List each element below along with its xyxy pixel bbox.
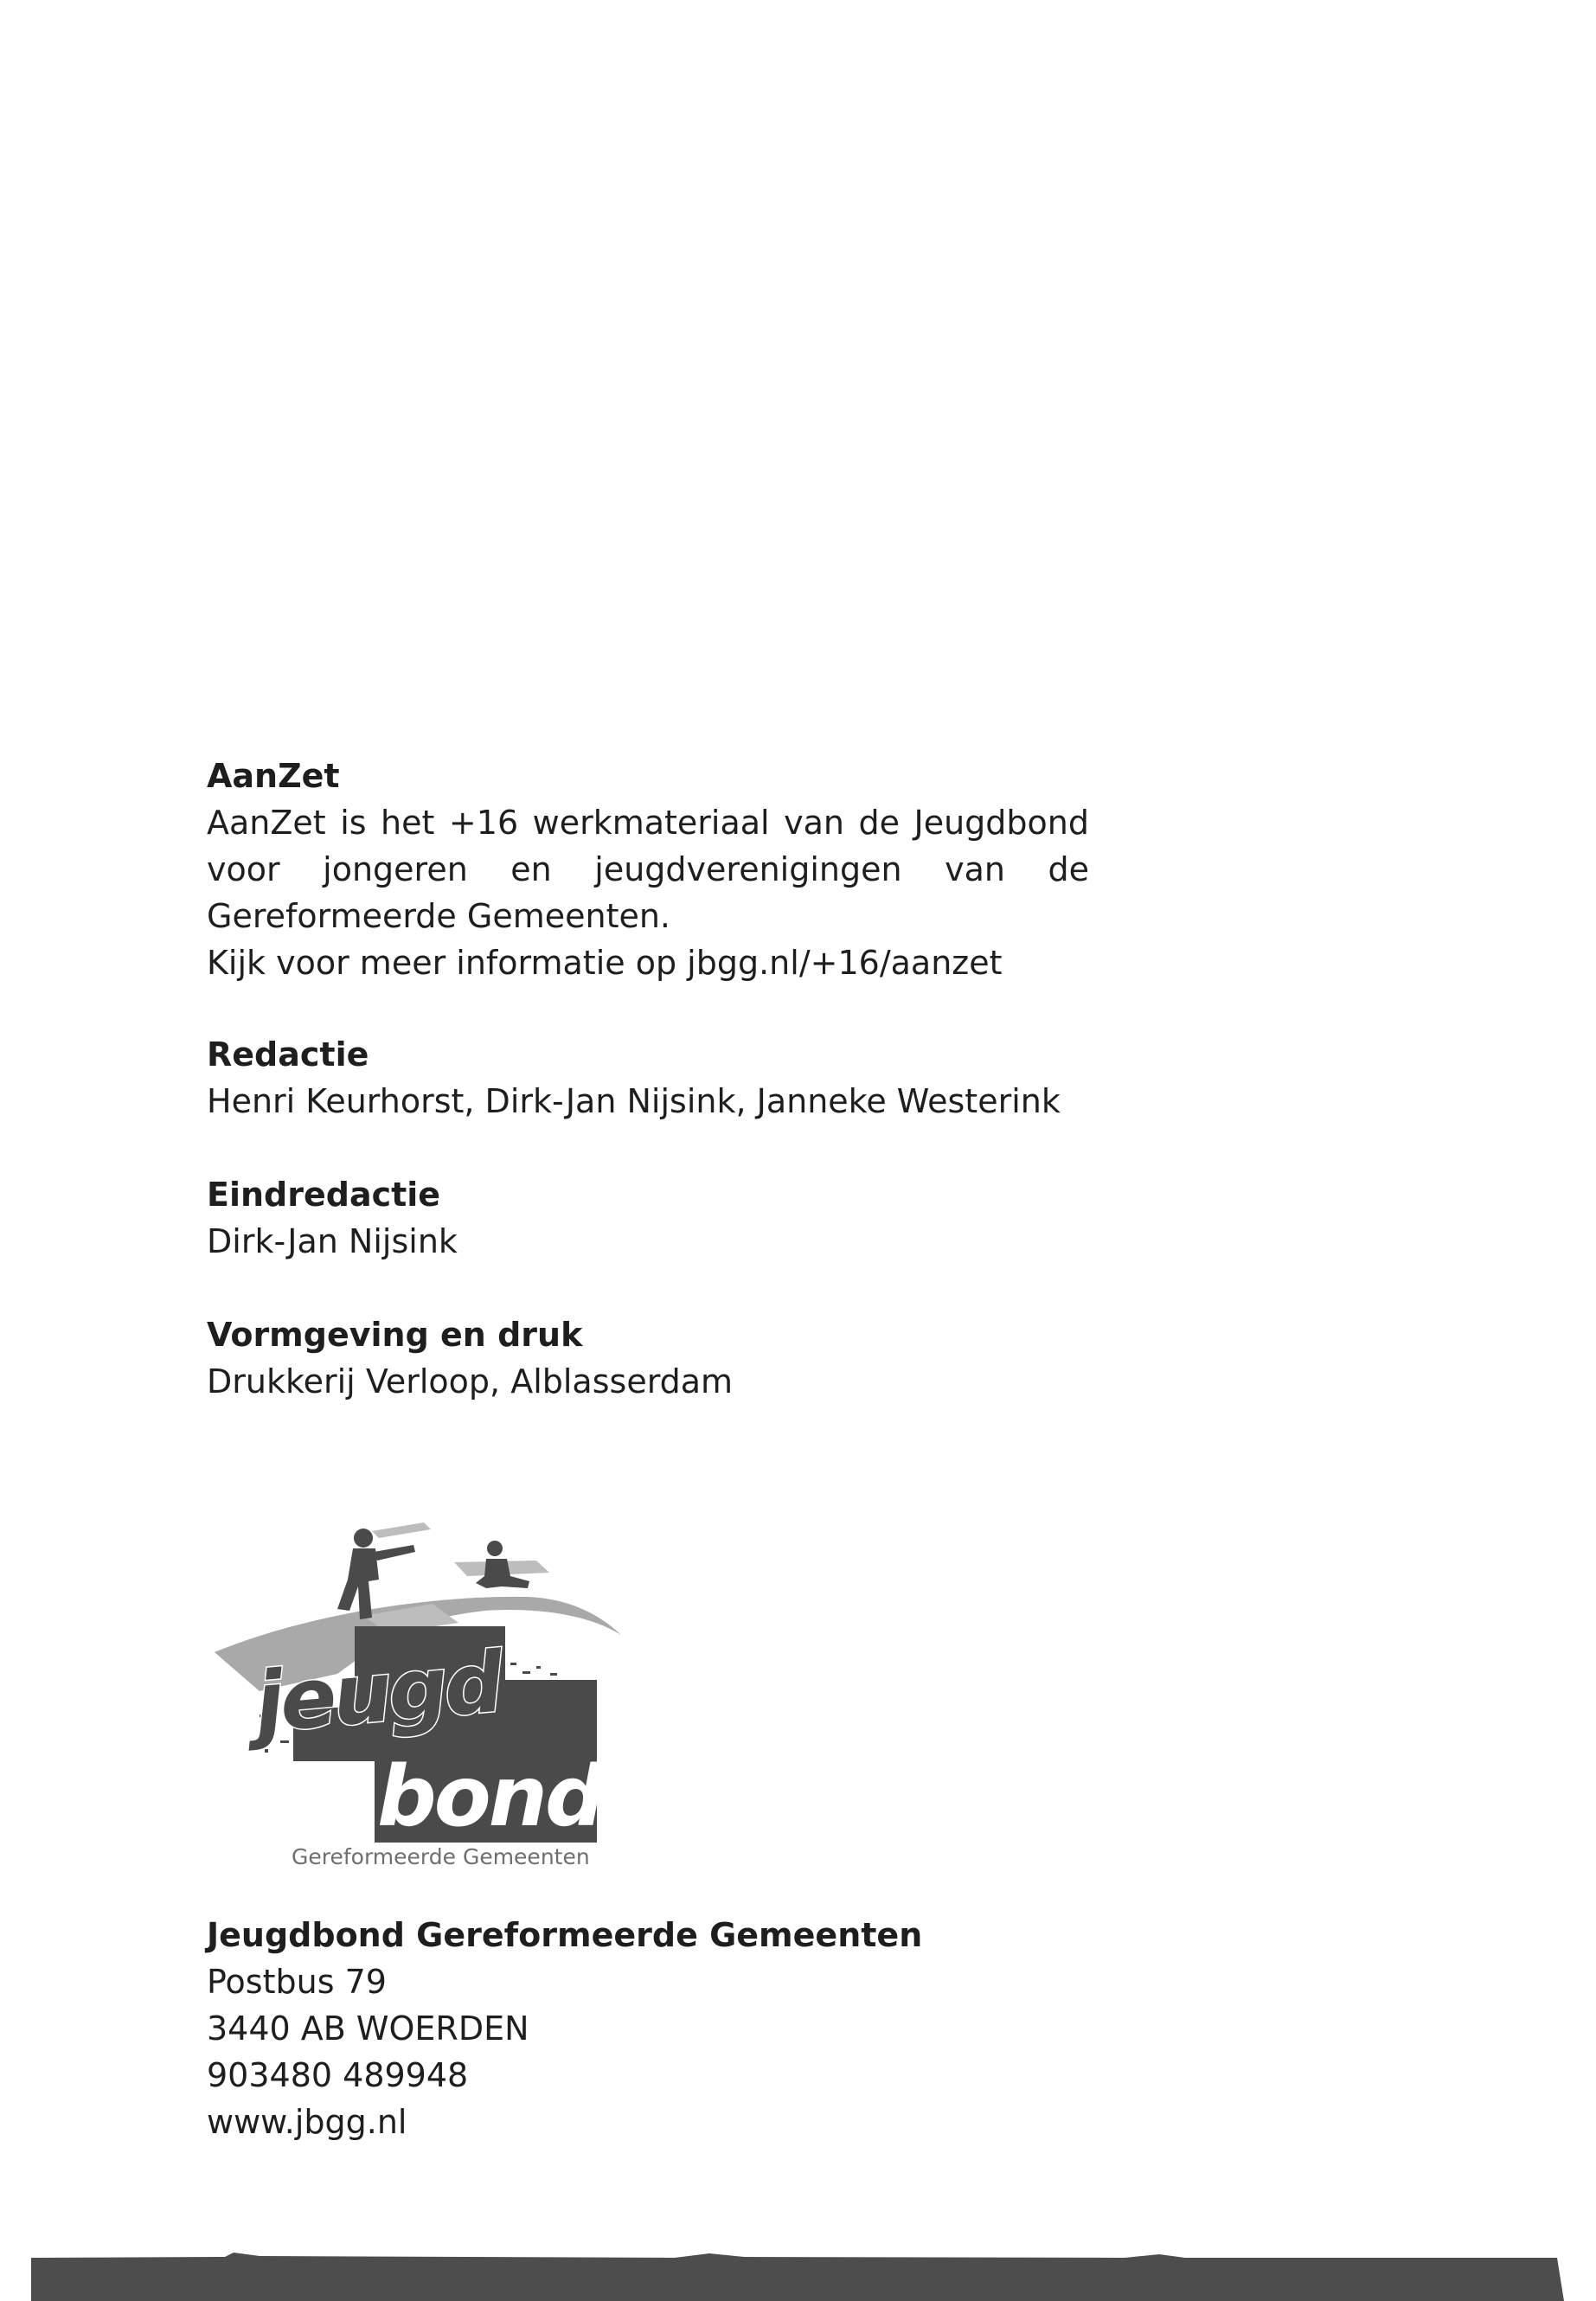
aanzet-section bbox=[207, 753, 1089, 986]
vormgeving-section bbox=[207, 1311, 1089, 1405]
aanzet-heading: AanZet bbox=[207, 757, 340, 795]
contact-organization: Jeugdbond Gereformeerde Gemeenten bbox=[207, 1916, 923, 1954]
contact-address-line2: 3440 AB WOERDEN bbox=[207, 2009, 529, 2048]
vormgeving-text: Drukkerij Verloop, Alblasserdam bbox=[207, 1362, 734, 1400]
redactie-names: Henri Keurhorst, Dirk-Jan Nijsink, Janneke Westerink bbox=[207, 1082, 1061, 1120]
eindredactie-heading: Eindredactie bbox=[207, 1176, 441, 1214]
contact-address-line1: Postbus 79 bbox=[207, 1963, 387, 2001]
logo-word-bond: bond bbox=[377, 1748, 602, 1843]
footer-band bbox=[0, 2240, 1596, 2301]
logo-tagline: Gereformeerde Gemeenten bbox=[292, 1844, 590, 1869]
eindredactie-name: Dirk-Jan Nijsink bbox=[207, 1222, 458, 1260]
redactie-section bbox=[207, 1031, 1089, 1125]
contact-section bbox=[207, 1912, 1089, 2145]
redactie-heading: Redactie bbox=[207, 1035, 369, 1074]
vormgeving-heading: Vormgeving en druk bbox=[207, 1316, 583, 1354]
jeugdbond-logo bbox=[208, 1514, 631, 1877]
contact-website[interactable]: www.jbgg.nl bbox=[207, 2103, 407, 2141]
aanzet-link-line: Kijk voor meer informatie op jbgg.nl/+16/aanzet bbox=[207, 944, 1003, 982]
aanzet-paragraph: AanZet is het +16 werkmateriaal van de Jeugdbond voor jongeren en jeugdverenigingen van de Gereformeerde Gemeenten. bbox=[207, 804, 1089, 935]
logo-word-jeugd: jeugd bbox=[251, 1633, 504, 1752]
eindredactie-section bbox=[207, 1171, 1089, 1265]
jeugdbond-logo-icon bbox=[208, 1514, 631, 1843]
contact-phone: 903480 489948 bbox=[207, 2056, 469, 2094]
